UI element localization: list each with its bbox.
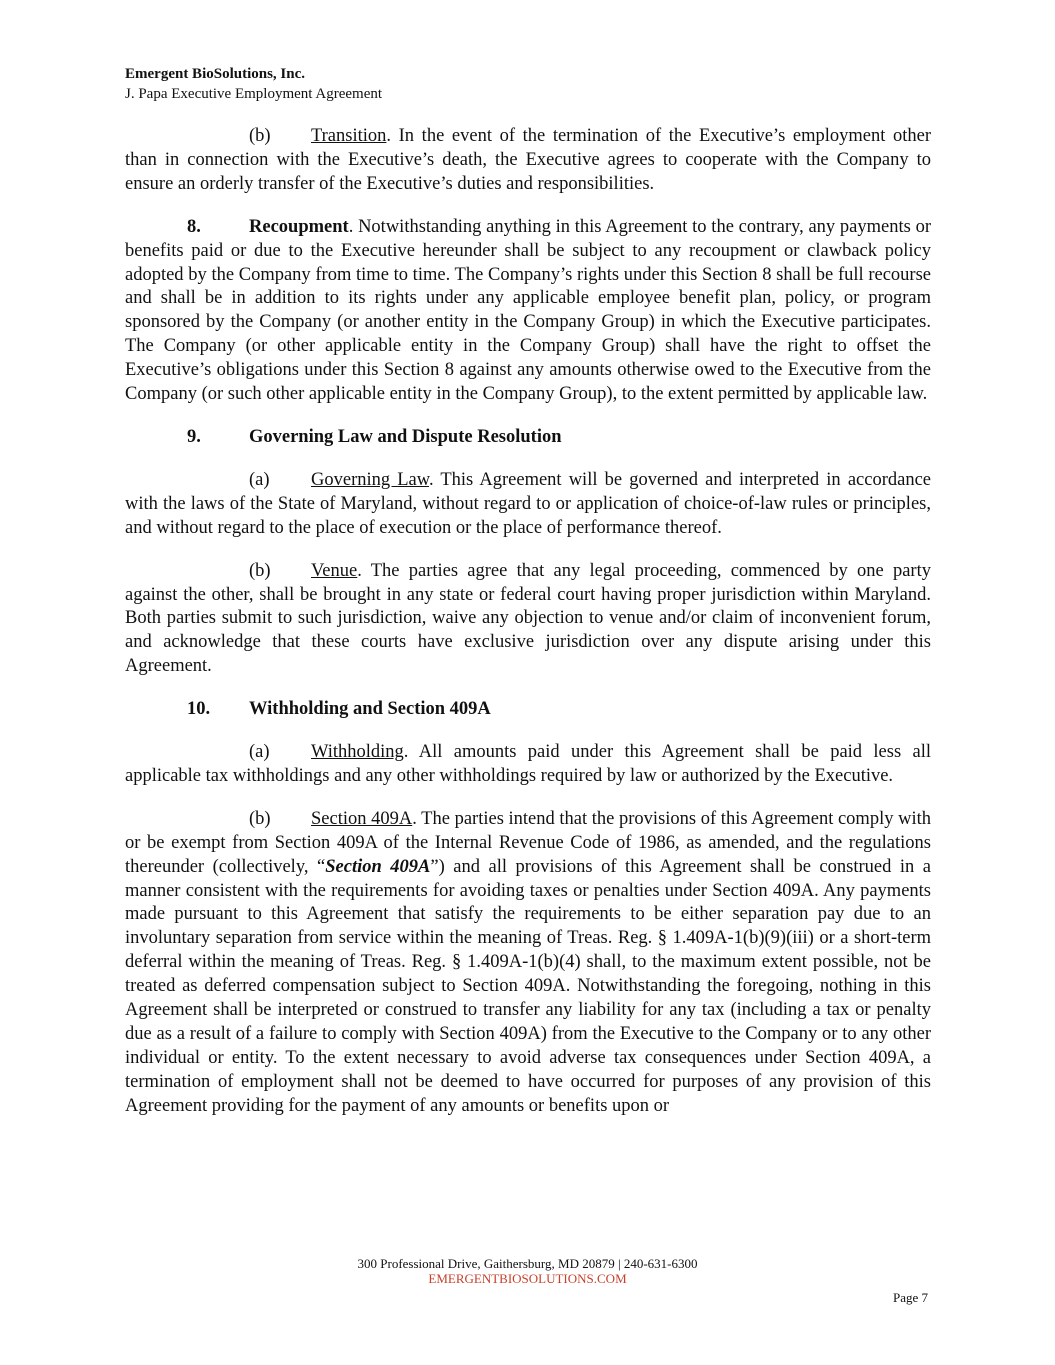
section-title: Governing Law and Dispute Resolution (249, 426, 562, 447)
section-title: Withholding and Section 409A (249, 699, 491, 720)
clause-text-part-2: ”) and all provisions of this Agreement shall be construed in a manner consistent with the requirements for avoiding taxes or penalties under Section 409A. Any payments made pursuant to this Agreement that satisfy the requirements to be either separation pay due to an involuntary separation from service within the meaning of Treas. Reg. § 1.409A-1(b)(9)(iii) or a short-term deferral within the meaning of Treas. Reg. § 1.409A-1(b)(4) shall, to the maximum extent possible, not be treated as deferred compensation subject to Section 409A. Notwithstanding the foregoing, nothing in this Agreement shall be interpreted or construed to transfer any liability for any tax (including a tax or penalty due as a result of a failure to comply with Section 409A) from the Executive to the Company or to any other individual or entity. To the extent necessary to avoid adverse tax consequences under Section 409A, a termination of employment shall not be deemed to have occurred for purposes of any provision of this Agreement providing for the payment of any amounts or benefits upon or (125, 856, 931, 1116)
clause-title: Venue (311, 560, 358, 581)
paragraph-transition (125, 125, 931, 197)
footer-website-link[interactable]: EMERGENTBIOSOLUTIONS.COM (428, 1271, 627, 1286)
clause-label: (b) (249, 808, 271, 829)
defined-term: Section 409A (325, 856, 431, 877)
section-title: Recoupment (249, 216, 349, 237)
paragraph-section-409a (125, 808, 931, 1119)
clause-label: (a) (249, 469, 270, 490)
clause-title: Withholding (311, 742, 404, 763)
company-name: Emergent BioSolutions, Inc. (125, 66, 306, 82)
document-title: J. Papa Executive Employment Agreement (125, 86, 383, 102)
footer-address: 300 Professional Drive, Gaithersburg, MD 20879 | 240-631-6300 (357, 1256, 698, 1271)
document-body (125, 125, 931, 1138)
page-header (125, 64, 382, 104)
section-number: 8. (187, 216, 201, 237)
section-number: 9. (187, 426, 201, 447)
section-10-heading (125, 698, 931, 722)
clause-text-part-1: . The parties intend that the provisions of this Agreement comply with or be exempt from Section 409A of the Internal Revenue Code of 1986, as amended, and the regulations thereunder (collectively, “ (125, 808, 931, 877)
clause-label: (b) (249, 560, 271, 581)
paragraph-withholding (125, 741, 931, 789)
clause-text: . The parties agree that any legal proceeding, commenced by one party against the other, shall be brought in any state or federal court having proper jurisdiction within Maryland. Both parties submit to such jurisdiction, waive any objection to venue and/or claim of inconvenient forum, and acknowledge that these courts have exclusive jurisdiction over any dispute arising under this Agreement. (125, 560, 931, 677)
clause-text: . In the event of the termination of the Executive’s employment other than in connection with the Executive’s death, the Executive agrees to cooperate with the Company to ensure an orderly transfer of the Executive’s duties and responsibilities. (125, 126, 931, 194)
clause-label: (a) (249, 742, 270, 763)
page-footer (0, 1256, 1055, 1286)
clause-text: . All amounts paid under this Agreement shall be paid less all applicable tax withholdings and any other withholdings required by law or authorized by the Executive. (125, 742, 931, 786)
clause-text: . This Agreement will be governed and interpreted in accordance with the laws of the State of Maryland, without regard to or application of choice-of-law rules or principles, and without regard to the place of execution or the place of performance thereof. (125, 469, 931, 538)
clause-title: Transition (311, 126, 387, 146)
paragraph-governing-law (125, 469, 931, 541)
section-9-heading (125, 426, 931, 450)
section-text: . Notwithstanding anything in this Agreement to the contrary, any payments or benefits paid or due to the Executive hereunder shall be subject to any recoupment or clawback policy adopted by the Company from time to time. The Company’s rights under this Section 8 shall be full recourse and shall be in addition to its rights under any applicable employee benefit plan, policy, or program sponsored by the Company (or another entity in the Company Group) in which the Executive participates. The Company (or other applicable entity in the Company Group) shall have the right to offset the Executive’s obligations under this Section 8 against any amounts otherwise owed to the Executive from the Company (or such other applicable entity in the Company Group), to the extent permitted by applicable law. (125, 216, 931, 405)
paragraph-venue (125, 560, 931, 680)
clause-title: Governing Law (311, 469, 429, 490)
clause-title: Section 409A (311, 808, 413, 829)
section-8-recoupment (125, 216, 931, 407)
page-number: Page 7 (893, 1290, 929, 1305)
clause-label: (b) (249, 126, 271, 146)
section-number: 10. (187, 699, 211, 720)
